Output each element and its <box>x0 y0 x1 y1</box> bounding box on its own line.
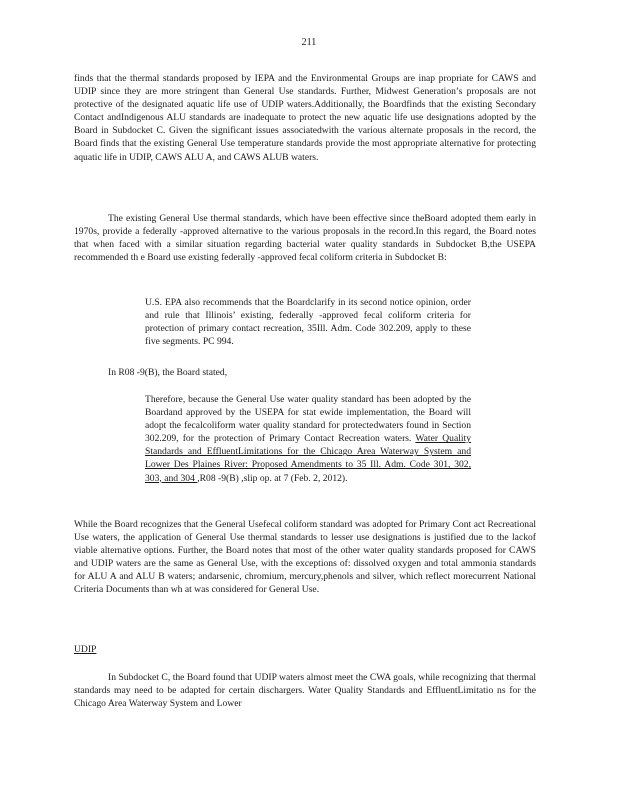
quote-r08-text: Therefore, because the General Use water quality standard has been adopted by the Boardand approved by the USEPA for stat ewide implementation, the Board will adopt the fecalcoliform water quality standard for protectedwaters found in Section 302.209, for the protection of Primary Contact Recreation waters. <box>145 394 471 445</box>
paragraph-board-recognizes: While the Board recognizes that the General Usefecal coliform standard was adopted for Primary Cont act Recreational Use waters, the application of General Use thermal standards to lesser use designations is justified due to the lackof viable alternative options. Further, the Board notes that most of the other water quality standards proposed for CAWS and UDIP waters are the same as General Use, with the exceptions of: dissolved oxygen and total ammonia standards for ALU A and ALU B waters; andarsenic, chromium, mercury,phenols and silver, which reflect morecurrent National Criteria Documents than wh at was considered for General Use. <box>74 519 536 596</box>
block-quote-usepa: U.S. EPA also recommends that the Boardclarify in its second notice opinion, order and rule that Illinois’ existing, federally -approved fecal coliform criteria for protection of primary contact recreation, 35Ill. Adm. Code 302.209, apply to these five segments. PC 994. <box>145 297 471 348</box>
quote-r08-tail: ,R08 -9(B) ,slip op. at 7 (Feb. 2, 2012). <box>197 472 348 484</box>
paragraph-r08-intro: In R08 -9(B), the Board stated, <box>108 367 228 378</box>
section-heading-udip: UDIP <box>74 644 97 655</box>
paragraph-udip-subdocket-c: In Subdocket C, the Board found that UDIP waters almost meet the CWA goals, while recognizing that thermal standards may need to be adapted for certain dischargers. Water Quality Standards and EffluentLimitatio ns for the Chicago Area Waterway System and Lower <box>74 672 536 710</box>
block-quote-r08 <box>145 393 471 485</box>
paragraph-thermal-standards-findings: finds that the thermal standards proposed by IEPA and the Environmental Groups are inap propriate for CAWS and UDIP since they are more stringent than General Use standards. Further, Midwest Generation’s proposals are not protective of the designated aquatic life use of UDIP waters.Additionally, the Boardfinds that the existing Secondary Contact andIndigenous ALU standards are inadequate to protect the new aquatic life use designations adopted by the Board in Subdocket C. Given the significant issues associatedwith the various alternate proposals in the record, the Board finds that the existing General Use temperature standards provide the most appropriate alternative for protecting aquatic life in UDIP, CAWS ALU A, and CAWS ALUB waters. <box>74 73 536 163</box>
page-number: 211 <box>301 37 317 48</box>
paragraph-general-use-thermal-standards: The existing General Use thermal standards, which have been effective since theBoard adopted them early in 1970s, provide a federally -approved alternative to the various proposals in the record.In this regard, the Board notes that when faced with a similar situation regarding bacterial water quality standards in Subdocket B,the USEPA recommended th e Board use existing federally -approved fecal coliform criteria in Subdocket B: <box>74 213 536 264</box>
quote-r08-citation: Water Quality Standards and EffluentLimitations for the Chicago Area Waterway System and Lower Des Plaines River: Proposed Amendments to 35 Ill. Adm. Code 301, 302, 303, and 304 <box>145 433 471 484</box>
